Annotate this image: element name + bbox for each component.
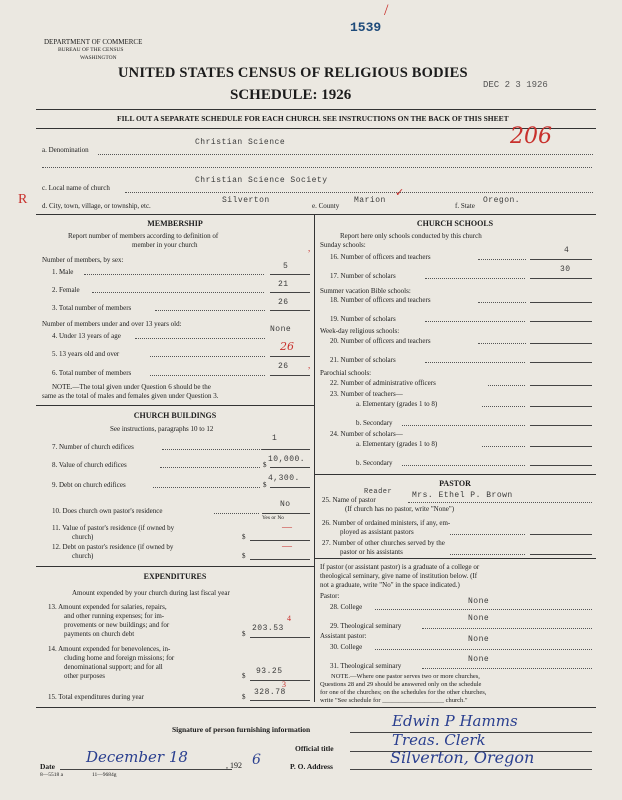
date-stamp: DEC 2 3 1926 [483, 80, 548, 90]
q3-label: 3. Total number of members [52, 304, 132, 312]
title-label: Official title [295, 744, 334, 753]
dollar-sign: $ [242, 693, 246, 701]
pastor-heading: PASTOR [439, 479, 471, 488]
fill-line [150, 356, 265, 357]
red-check-mark: / [384, 2, 389, 19]
column-divider [314, 214, 315, 702]
q5-value: 26 [280, 340, 294, 353]
membership-heading: MEMBERSHIP [147, 219, 203, 228]
answer-line [530, 343, 592, 344]
divider [36, 707, 596, 708]
answer-line [530, 385, 592, 386]
county-label: e. County [312, 202, 340, 210]
q13-label: 13. Amount expended for salaries, repairs, [48, 603, 167, 611]
bureau-label: BUREAU OF THE CENSUS [58, 47, 124, 53]
membership-note-2: same as the total of males and females given under Question 3. [42, 392, 219, 400]
assistant-label: Assistant pastor: [320, 632, 367, 640]
answer-line [530, 425, 592, 426]
q25-value: Mrs. Ethel P. Brown [412, 491, 513, 500]
answer-line [270, 487, 310, 488]
q5-label: 5. 13 years old and over [52, 350, 120, 358]
fill-line [375, 609, 592, 610]
answer-line [262, 513, 310, 514]
answer-line [530, 362, 592, 363]
q27-label-2: pastor or his assistants [340, 548, 403, 556]
fill-line [375, 649, 592, 650]
q13-label-2: and other running expenses; for im- [64, 612, 165, 620]
answer-line [530, 406, 592, 407]
q23-label: 23. Number of teachers— [330, 390, 403, 398]
schools-intro: Report here only schools conducted by this church [340, 232, 482, 240]
signature-value: Edwin P Hamms [392, 712, 518, 730]
fill-line [408, 502, 592, 503]
fill-line [450, 554, 525, 555]
pastor-label: Pastor: [320, 592, 340, 600]
denomination-label: a. Denomination [42, 146, 89, 154]
fill-line [422, 628, 592, 629]
year-digit: 6 [252, 752, 261, 768]
q30-label: 30. College [330, 643, 363, 651]
under-over-label: Number of members under and over 13 years old: [42, 320, 182, 328]
fill-line [153, 487, 260, 488]
q23a-label: a. Elementary (grades 1 to 8) [356, 400, 438, 408]
q13-label-3: provements or new buildings; and for [64, 621, 170, 629]
q10-value: No [280, 500, 291, 509]
q2-label: 2. Female [52, 286, 80, 294]
fill-line [135, 338, 265, 339]
q2-value: 21 [278, 280, 289, 289]
red-r-mark: R [18, 192, 28, 207]
fill-line [150, 375, 265, 376]
q10-label: 10. Does church own pastor's residence [52, 507, 163, 515]
answer-line [270, 467, 310, 468]
q23b-label: b. Secondary [356, 419, 393, 427]
answer-line [262, 449, 310, 450]
q24-label: 24. Number of scholars— [330, 430, 403, 438]
pastor-note: NOTE.—Where one pastor serves two or more churches, [331, 673, 480, 680]
fill-line [162, 449, 262, 450]
by-sex-label: Number of members, by sex: [42, 256, 124, 264]
fill-line [478, 259, 526, 260]
answer-line [530, 259, 592, 260]
code-number: 206 [510, 124, 552, 149]
answer-line [270, 274, 310, 275]
q12-label: 12. Debt on pastor's residence (if owned by [52, 543, 174, 551]
answer-line [270, 310, 310, 311]
fill-line [425, 362, 525, 363]
pastor-note-4: write "See schedule for ___________________ church." [320, 697, 468, 704]
answer-line [530, 534, 592, 535]
answer-line [530, 446, 592, 447]
dollar-sign: $ [242, 672, 246, 680]
q14-label-3: denominational support; and for all [64, 663, 163, 671]
q22-label: 22. Number of administrative officers [330, 379, 436, 387]
membership-intro-2: member in your church [132, 241, 198, 249]
q16-value: 4 [564, 246, 570, 255]
fill-line [214, 513, 259, 514]
local-name-label: c. Local name of church [42, 184, 110, 192]
q9-value: 4,300. [268, 474, 300, 483]
answer-line [530, 278, 592, 279]
graduate-note: If pastor (or assistant pastor) is a graduate of a college or [320, 563, 480, 571]
fill-line [42, 167, 592, 168]
q26-label-2: ployed as assistant pastors [340, 528, 414, 536]
form-subtitle: SCHEDULE: 1926 [230, 87, 352, 103]
fill-line [125, 192, 593, 193]
q7-label: 7. Number of church edifices [52, 443, 134, 451]
address-label: P. O. Address [290, 762, 333, 771]
q1-value: 5 [283, 262, 289, 271]
county-value: Marion [354, 196, 386, 205]
sunday-label: Sunday schools: [320, 241, 366, 249]
divider [314, 474, 596, 475]
state-label: f. State [455, 202, 475, 210]
fill-line [160, 467, 260, 468]
q20-label: 20. Number of officers and teachers [330, 337, 431, 345]
q28-value: None [468, 597, 490, 606]
form-number: 1539 [350, 20, 382, 35]
denomination-value: Christian Science [195, 138, 286, 147]
form-number-footer: 8—5518 a [40, 772, 64, 778]
answer-line [270, 375, 310, 376]
year-prefix: , 192 [226, 761, 242, 770]
red-dash: — [282, 541, 292, 552]
q11-label: 11. Value of pastor's residence (if owned by [52, 524, 175, 532]
q25-hint: (If church has no pastor, write "None") [345, 505, 455, 513]
fill-line [92, 292, 264, 293]
q24b-label: b. Secondary [356, 459, 393, 467]
graduate-note-3: not a graduate, write "No" in the space indicated.) [320, 581, 460, 589]
q6-value: 26 [278, 362, 289, 371]
date-line [60, 769, 232, 770]
local-name-value: Christian Science Society [195, 176, 328, 185]
q26-label: 26. Number of ordained ministers, if any, em- [322, 519, 451, 527]
q18-label: 18. Number of officers and teachers [330, 296, 431, 304]
answer-line [250, 680, 310, 681]
answer-line [250, 559, 310, 560]
vacation-label: Summer vacation Bible schools: [320, 287, 411, 295]
fill-line [478, 302, 526, 303]
fill-line [425, 321, 525, 322]
red-tick: , [308, 360, 311, 370]
expenditures-heading: EXPENDITURES [143, 572, 207, 581]
q1-label: 1. Male [52, 268, 74, 276]
answer-line [270, 356, 310, 357]
q24a-label: a. Elementary (grades 1 to 8) [356, 440, 438, 448]
red-check-mark: ✓ [395, 187, 405, 199]
buildings-sub: See instructions, paragraphs 10 to 12 [110, 425, 214, 433]
dollar-sign: $ [242, 630, 246, 638]
fill-line [488, 385, 525, 386]
q4-value: None [270, 325, 292, 334]
city-header: WASHINGTON [80, 55, 117, 61]
instruction-line: FILL OUT A SEPARATE SCHEDULE FOR EACH CHURCH. SEE INSTRUCTIONS ON THE BACK OF THIS SHEET [117, 114, 509, 123]
department-label: DEPARTMENT OF COMMERCE [44, 38, 143, 46]
dollar-sign: $ [263, 461, 267, 469]
q4-label: 4. Under 13 years of age [52, 332, 121, 340]
q9-label: 9. Debt on church edifices [52, 481, 126, 489]
q11-label-2: church) [72, 533, 94, 541]
answer-line [530, 465, 592, 466]
buildings-heading: CHURCH BUILDINGS [133, 411, 217, 420]
q17-value: 30 [560, 265, 571, 274]
q29-value: None [468, 614, 490, 623]
q8-value: 10,000. [268, 455, 306, 464]
date-label: Date [40, 762, 55, 771]
q17-label: 17. Number of scholars [330, 272, 396, 280]
divider [36, 109, 596, 110]
expenditures-sub: Amount expended by your church during last fiscal year [72, 589, 230, 597]
q13-value: 203.53 [252, 624, 284, 633]
membership-intro: Report number of members according to definition of [68, 232, 219, 240]
date-value: December 18 [86, 748, 188, 766]
q12-label-2: church) [72, 552, 94, 560]
q6-label: 6. Total number of members [52, 369, 132, 377]
fill-line [155, 310, 265, 311]
city-value: Silverton [222, 196, 270, 205]
dollar-sign: $ [242, 533, 246, 541]
q25-label: 25. Name of pastor [322, 496, 376, 504]
q8-label: 8. Value of church edifices [52, 461, 127, 469]
q14-label-2: cluding home and foreign missions; for [64, 654, 175, 662]
q7-value: 1 [272, 434, 278, 443]
dollar-sign: $ [263, 481, 267, 489]
fill-line [422, 668, 592, 669]
q16-label: 16. Number of officers and teachers [330, 253, 431, 261]
answer-line [250, 540, 310, 541]
state-value: Oregon. [483, 196, 521, 205]
divider [36, 214, 596, 215]
pastor-note-3: for one of the churches; on the schedules for the other churches, [320, 689, 487, 696]
red-tick: , [308, 243, 311, 253]
graduate-note-2: theological seminary, give name of institution below. (If [320, 572, 478, 580]
signature-label: Signature of person furnishing information [172, 725, 311, 734]
q15-label: 15. Total expenditures during year [48, 693, 144, 701]
q28-label: 28. College [330, 603, 363, 611]
fill-line [450, 534, 525, 535]
fill-line [98, 154, 593, 155]
answer-line [250, 637, 310, 638]
fill-line [482, 446, 525, 447]
divider [36, 566, 314, 567]
q15-value: 328.78 [254, 688, 286, 697]
q14-value: 93.25 [256, 667, 283, 676]
yes-no-hint: Yes or No [262, 515, 285, 521]
answer-line [530, 302, 592, 303]
fill-line [478, 343, 526, 344]
parochial-label: Parochial schools: [320, 369, 372, 377]
q3-value: 26 [278, 298, 289, 307]
q31-value: None [468, 655, 490, 664]
divider [314, 558, 596, 559]
red-marginal-note: 4 [287, 614, 291, 623]
weekday-label: Week-day religious schools: [320, 327, 400, 335]
q31-label: 31. Theological seminary [330, 662, 402, 670]
q29-label: 29. Theological seminary [330, 622, 402, 630]
address-line [350, 769, 592, 770]
answer-line [250, 700, 310, 701]
red-dash: — [282, 522, 292, 533]
form-number-footer-2: 11—9684g [92, 772, 117, 778]
membership-note: NOTE.—The total given under Question 6 should be the [52, 383, 211, 391]
dollar-sign: $ [242, 552, 246, 560]
title-value: Treas. Clerk [392, 731, 486, 749]
address-value: Silverton, Oregon [390, 748, 535, 767]
pastor-note-2: Questions 28 and 29 should be answered only on the schedule [320, 681, 482, 688]
q21-label: 21. Number of scholars [330, 356, 396, 364]
q13-label-4: payments on church debt [64, 630, 135, 638]
q19-label: 19. Number of scholars [330, 315, 396, 323]
q14-label: 14. Amount expended for benevolences, in- [48, 645, 171, 653]
q14-label-4: other purposes [64, 672, 106, 680]
fill-line [402, 465, 525, 466]
city-label: d. City, town, village, or township, etc. [42, 202, 151, 210]
red-marginal-note: 3 [282, 680, 286, 689]
fill-line [425, 278, 525, 279]
q27-label: 27. Number of other churches served by the [322, 539, 445, 547]
schools-heading: CHURCH SCHOOLS [416, 219, 494, 228]
divider [36, 405, 314, 406]
fill-line [84, 274, 264, 275]
reader-note: Reader [364, 488, 393, 496]
q30-value: None [468, 635, 490, 644]
fill-line [482, 406, 525, 407]
form-title: UNITED STATES CENSUS OF RELIGIOUS BODIES [118, 65, 468, 81]
answer-line [530, 554, 592, 555]
answer-line [530, 321, 592, 322]
fill-line [402, 425, 525, 426]
answer-line [270, 292, 310, 293]
